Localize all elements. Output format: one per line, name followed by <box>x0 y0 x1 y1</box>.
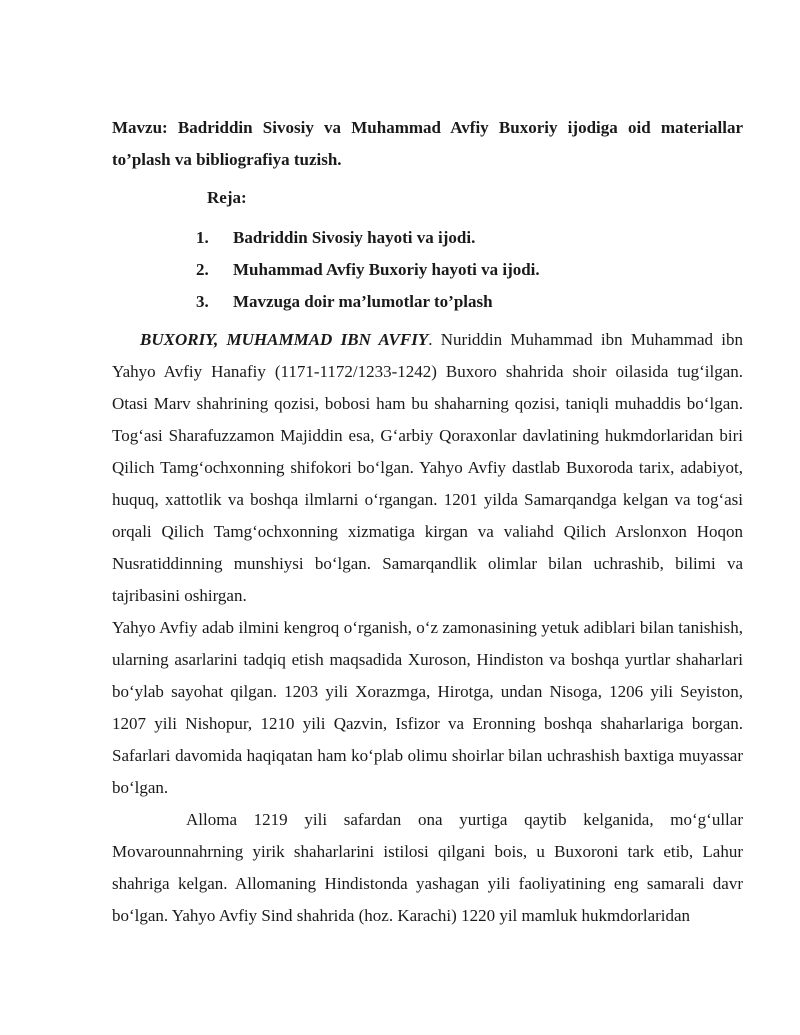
plan-item-text: Muhammad Avfiy Buxoriy hayoti va ijodi. <box>233 260 540 279</box>
plan-item-text: Badriddin Sivosiy hayoti va ijodi. <box>233 228 476 247</box>
plan-heading: Reja: <box>207 188 247 207</box>
document-body <box>112 324 743 932</box>
paragraph-3: Alloma 1219 yili safardan ona yurtiga qaytib kelganida, mo‘g‘ullar Movarounnahrning yirik shaharlarini istilosi qilgani bois, u Buxoroni tark etib, Lahur shahriga kelgan. Allomaning Hindistonda yashagan yili faoliyatining eng samarali davr bo‘lgan. Yahyo Avfiy Sind shahrida (hoz. Karachi) 1220 yil mamluk hukmdorlaridan <box>112 810 743 925</box>
plan-item <box>196 286 743 318</box>
plan-item-text: Mavzuga doir ma’lumotlar to’plash <box>233 292 493 311</box>
paragraph-lead: BUXORIY, MUHAMMAD IBN AVFIY <box>140 330 429 349</box>
plan-item-number: 3. <box>196 292 209 311</box>
plan-item-number: 1. <box>196 228 209 247</box>
paragraph-2: Yahyo Avfiy adab ilmini kengroq o‘rganish, o‘z zamonasining yetuk adiblari bilan tanishish, ularning asarlarini tadqiq etish maqsadida Xuroson, Hindiston va boshqa yurtlar shaharlari bo‘ylab sayohat qilgan. 1203 yili Xorazmga, Hirotga, undan Nisoga, 1206 yili Seyiston, 1207 yili Nishopur, 1210 yili Qazvin, Isfizor va Eronning boshqa shaharlariga borgan. Safarlari davomida haqiqatan ham ko‘plab olimu shoirlar bilan uchrashish baxtiga muyassar bo‘lgan. <box>112 618 743 797</box>
plan-list <box>112 222 743 318</box>
plan-item-number: 2. <box>196 260 209 279</box>
plan-item <box>196 222 743 254</box>
paragraph-text: . Nuriddin Muhammad ibn Muhammad ibn Yahyo Avfiy Hanafiy (1171-1172/1233-1242) Buxoro shahrida shoir oilasida tug‘ilgan. Otasi Marv shahrining qozisi, bobosi ham bu shaharning qozisi, taniqli muhaddis bo‘lgan. Tog‘asi Sharafuzzamon Majiddin esa, G‘arbiy Qoraxonlar davlatining hukmdorlaridan biri Qilich Tamg‘ochxonning shifokori bo‘lgan. Yahyo Avfiy dastlab Buxoroda tarix, adabiyot, huquq, xattotlik va boshqa ilmlarni o‘rgangan. 1201 yilda Samarqandga kelgan va tog‘asi orqali Qilich Tamg‘ochxonning xizmatiga kirgan va valiahd Qilich Arslonxon Hoqon Nusratiddinning munshiysi bo‘lgan. Samarqandlik olimlar bilan uchrashib, bilimi va tajribasini oshirgan. <box>112 330 744 605</box>
paragraph-1 <box>112 324 743 612</box>
document-title: Mavzu: Badriddin Sivosiy va Muhammad Avfiy Buxoriy ijodiga oid materiallar to’plash va bibliografiya tuzish. <box>112 118 743 169</box>
plan-item <box>196 254 743 286</box>
